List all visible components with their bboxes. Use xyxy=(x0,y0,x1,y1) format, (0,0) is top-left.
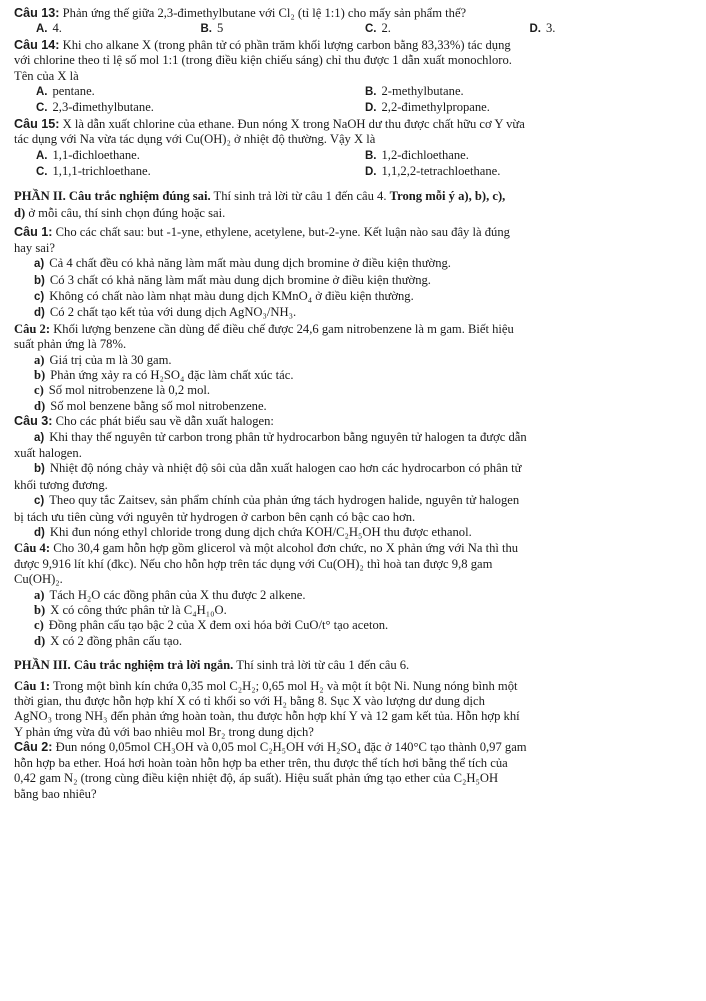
question-line: 0,42 gam N₂ (trong cùng điều kiện nhiệt độ, áp suất). Hiệu suất phản ứng tạo ether của C₂H₅OH xyxy=(14,771,499,786)
question-line: thời gian, thu được hỗn hợp khí X có tỉ khối so với H₂ bằng 8. Sục X vào lượng dư dung dịch xyxy=(14,694,485,709)
statement-c-cont: bị tách ưu tiên cùng với nguyên tử hydrogen ở carbon bên cạnh có bậc cao hơn. xyxy=(14,509,416,524)
question-14-options-row1 xyxy=(14,84,694,100)
statement-d: d) Có 2 chất tạo kết tủa với dung dịch AgNO₃/NH₃. xyxy=(34,305,297,320)
statement-d: d) X có 2 đồng phân cấu tạo. xyxy=(34,633,183,648)
part-2-heading: PHẦN II. Câu trắc nghiệm đúng sai. Thí sinh trả lời từ câu 1 đến câu 4. Trong mỗi ý a), b), c), xyxy=(14,189,506,204)
option-d: D. 2,2-đimethylpropane. xyxy=(365,100,490,115)
question-label: Câu 15: xyxy=(14,116,60,131)
part-3-question-1: Câu 1: Trong một bình kín chứa 0,35 mol C₂H₂; 0,65 mol H₂ và một ít bột Ni. Nung nóng bình một xyxy=(14,678,518,693)
part-2-instructions: d) ở mỗi câu, thí sinh chọn đúng hoặc sai. xyxy=(14,205,226,220)
part-3-question-2: Câu 2: Đun nóng 0,05mol CH₃OH và 0,05 mol C₂H₅OH với H₂SO₄ đặc ở 140°C tạo thành 0,97 gam xyxy=(14,740,527,755)
option-c: C. 2. xyxy=(365,21,391,36)
question-14-options-row2 xyxy=(14,100,694,116)
option-d: D. 1,1,2,2-tetrachloethane. xyxy=(365,164,501,179)
statement-b: b) Nhiệt độ nóng chảy và nhiệt độ sôi của dẫn xuất halogen cao hơn các hydrocarbon có phân tử xyxy=(34,461,522,476)
part-2-question-1: Câu 1: Cho các chất sau: but -1-yne, ethylene, acetylene, but-2-yne. Kết luận nào sau đây là đúng xyxy=(14,225,510,240)
statement-b: b) Có 3 chất có khả năng làm mất màu dung dịch bromine ở điều kiện thường. xyxy=(34,272,431,287)
question-label: Câu 14: xyxy=(14,37,60,52)
option-a: A. pentane. xyxy=(36,84,95,99)
question-line: hỗn hợp ba ether. Hoá hơi hoàn toàn hỗn hợp ba ether trên, thu được thể tích hơi bằng thể tích của xyxy=(14,755,508,770)
part-3-heading: PHẦN III. Câu trắc nghiệm trả lời ngắn. Thí sinh trả lời từ câu 1 đến câu 6. xyxy=(14,658,410,673)
question-13 xyxy=(14,6,694,21)
option-b: B. 1,2-đichloethane. xyxy=(365,147,469,162)
option-b: B. 2-methylbutane. xyxy=(365,84,464,99)
statement-b-cont: khối tương đương. xyxy=(14,477,108,492)
question-line: suất phản ứng là 78%. xyxy=(14,337,127,352)
question-15-options-row1 xyxy=(14,148,694,164)
statement-a: a) Tách H₂O các đồng phân của X thu được 2 alkene. xyxy=(34,587,306,602)
option-d: D. 3. xyxy=(529,21,556,36)
question-text: Phản ứng thế giữa 2,3-đimethylbutane với Cl₂ (tỉ lệ 1:1) cho mấy sản phẩm thế? xyxy=(62,6,467,20)
exam-page xyxy=(14,6,694,802)
option-a: A. 1,1-đichloethane. xyxy=(36,147,140,162)
part-2-question-3: Câu 3: Cho các phát biểu sau về dẫn xuất halogen: xyxy=(14,414,274,429)
statement-c: c) Không có chất nào làm nhạt màu dung dịch KMnO₄ ở điều kiện thường. xyxy=(34,288,414,303)
question-line: hay sai? xyxy=(14,240,55,255)
question-14-line: với chlorine theo tỉ lệ số mol 1:1 (trong điều kiện chiếu sáng) chỉ thu được 1 dẫn xuất monochloro. xyxy=(14,53,512,68)
statement-b: b) X có công thức phân tử là C₄H₁₀O. xyxy=(34,603,227,618)
question-13-options xyxy=(14,21,694,37)
statement-a: a) Khi thay thế nguyên tử carbon trong phân tử hydrocarbon bằng nguyên tử halogen ta được dẫn xyxy=(34,429,527,444)
question-15-options-row2 xyxy=(14,164,694,180)
question-15: Câu 15: X là dẫn xuất chlorine của ethane. Đun nóng X trong NaOH dư thu được chất hữu cơ Y vừa xyxy=(14,116,525,131)
part-2-question-2: Câu 2: Khối lượng benzene cần dùng để điều chế được 24,6 gam nitrobenzene là m gam. Biết hiệu xyxy=(14,321,514,336)
option-c: C. 2,3-đimethylbutane. xyxy=(36,100,154,115)
statement-a: a) Giá trị của m là 30 gam. xyxy=(34,352,172,367)
question-label: Câu 13: xyxy=(14,6,60,20)
statement-d: d) Số mol benzene bằng số mol nitrobenzene. xyxy=(34,398,267,413)
option-a: A. 4. xyxy=(36,21,62,36)
statement-a-cont: xuất halogen. xyxy=(14,445,82,460)
option-b: B. 5 xyxy=(200,21,224,36)
question-line: được 9,916 lít khí (đkc). Nếu cho hỗn hợp trên tác dụng với Cu(OH)₂ thì hoà tan được 9,8 gam xyxy=(14,556,493,571)
question-15-line: tác dụng với Na vừa tác dụng với Cu(OH)₂ ở nhiệt độ thường. Vậy X là xyxy=(14,132,376,147)
question-line: Cu(OH)₂. xyxy=(14,572,63,587)
question-14: Câu 14: Khi cho alkane X (trong phân tử có phần trăm khối lượng carbon bằng 83,33%) tác dụng xyxy=(14,37,511,52)
question-line: bằng bao nhiêu? xyxy=(14,786,97,801)
part-2-question-4: Câu 4: Cho 30,4 gam hỗn hợp gồm glicerol và một alcohol đơn chức, no X phản ứng với Na thì thu xyxy=(14,541,519,556)
statement-c: c) Số mol nitrobenzene là 0,2 mol. xyxy=(34,383,211,398)
question-line: Y phản ứng vừa đủ với bao nhiêu mol Br₂ trong dung dịch? xyxy=(14,724,314,739)
statement-c: c) Theo quy tắc Zaitsev, sản phẩm chính của phản ứng tách hydrogen halide, nguyên tử halogen xyxy=(34,493,520,508)
question-14-line: Tên của X là xyxy=(14,68,79,83)
option-c: C. 1,1,1-trichloethane. xyxy=(36,164,151,179)
question-line: AgNO₃ trong NH₃ đến phản ứng hoàn toàn, thu được hỗn hợp khí Y và 12 gam kết tủa. Hỗn hợp khí xyxy=(14,709,520,724)
statement-a: a) Cả 4 chất đều có khả năng làm mất màu dung dịch bromine ở điều kiện thường. xyxy=(34,256,451,271)
statement-c: c) Đồng phân cấu tạo bậc 2 của X đem oxi hóa bởi CuO/t° tạo aceton. xyxy=(34,618,389,633)
statement-d: d) Khi đun nóng ethyl chloride trong dung dịch chứa KOH/C₂H₅OH thu được ethanol. xyxy=(34,525,472,539)
statement-b: b) Phản ứng xảy ra có H₂SO₄ đặc làm chất xúc tác. xyxy=(34,367,294,382)
